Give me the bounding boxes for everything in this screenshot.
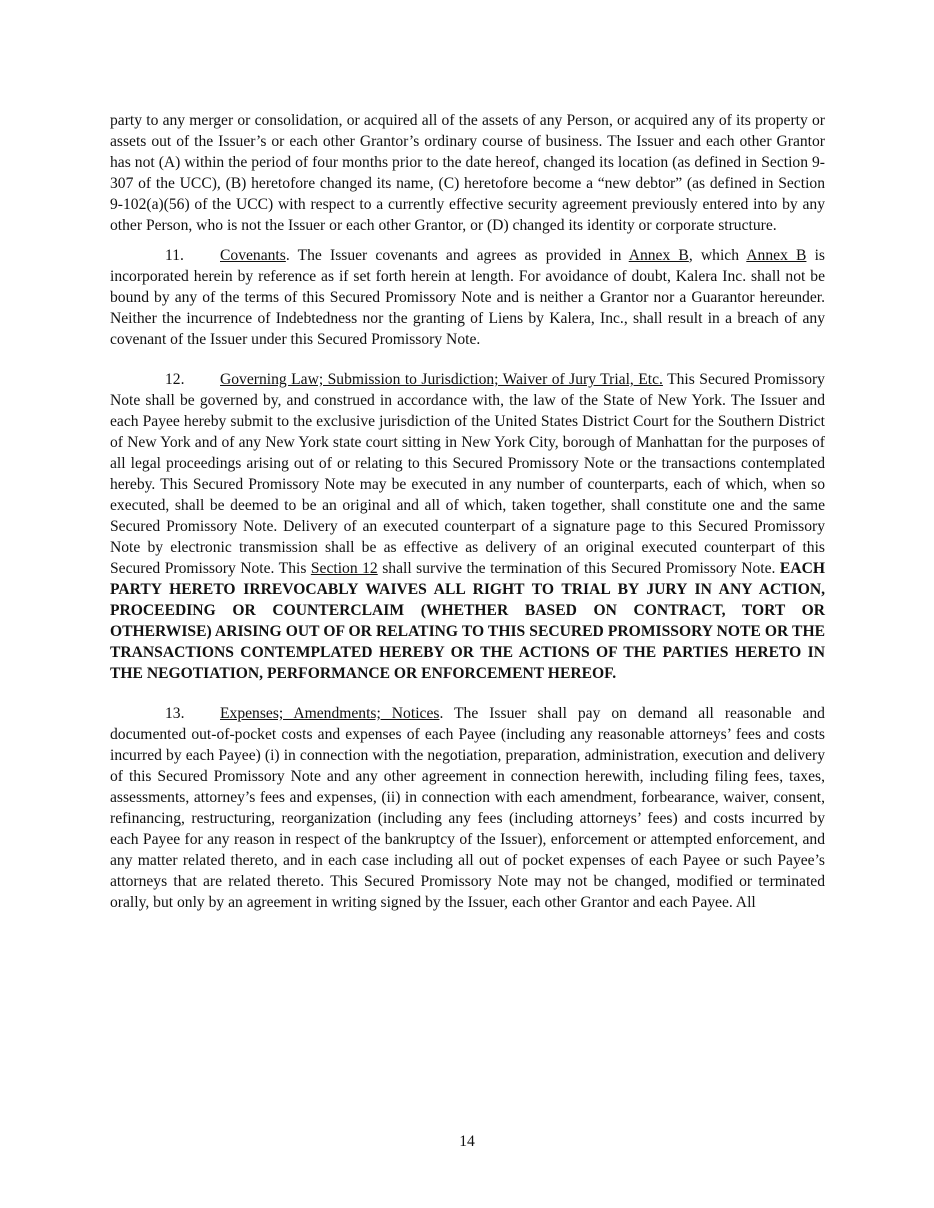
- section-12-number: 12.: [165, 371, 185, 388]
- section-11-text-c: is incorporated herein by reference as if set forth herein at length. For avoidance of doubt, Kalera Inc. shall not be bound by any of the terms of this Secured Promissory Note and is neither a Grantor nor a Guarantor hereunder. Neither the incurrence of Indebtedness nor the granting of Liens by Kalera, Inc., shall result in a breach of any covenant of the Issuer under this Secured Promissory Note.: [110, 247, 825, 348]
- section-13-number: 13.: [165, 705, 185, 722]
- section-11-number: 11.: [165, 247, 184, 264]
- page-number: 14: [459, 1133, 475, 1150]
- annex-b-reference-1: Annex B: [628, 247, 689, 264]
- jury-waiver-bold: EACH PARTY HERETO IRREVOCABLY WAIVES ALL RIGHT TO TRIAL BY JURY IN ANY ACTION, PROCEEDING OR COUNTERCLAIM (WHETHER BASED ON CONTRACT, TORT OR OTHERWISE) ARISING OUT OF OR RELATING TO THIS SECURED PROMISSORY NOTE OR THE TRANSACTIONS CONTEMPLATED HEREBY OR THE ACTIONS OF THE PARTIES HERETO IN THE NEGOTIATION, PERFORMANCE OR ENFORCEMENT HEREOF.: [110, 560, 825, 682]
- document-body: [110, 110, 825, 913]
- section-12: [110, 369, 825, 684]
- section-13-text-a: . The Issuer shall pay on demand all reasonable and documented out-of-pocket costs and expenses of each Payee (including any reasonable attorneys’ fees and costs incurred by each Payee) (i) in connection with the negotiation, preparation, administration, execution and delivery of this Secured Promissory Note and any other agreement in connection herewith, including filing fees, taxes, assessments, attorney’s fees and expenses, (ii) in connection with each amendment, forbearance, waiver, consent, refinancing, restructuring, reorganization (including any fees (including attorneys’ fees) and costs incurred by each Payee for any reason in respect of the bankruptcy of the Issuer), enforcement or attempted enforcement, and any matter related thereto, and in each case including all out of pocket expenses of each Payee or such Payee’s attorneys that are related thereto. This Secured Promissory Note may not be changed, modified or terminated orally, but only by an agreement in writing signed by the Issuer, each other Grantor and each Payee. All: [110, 705, 825, 911]
- section-11-heading: Covenants: [220, 247, 286, 264]
- paragraph-intro: party to any merger or consolidation, or acquired all of the assets of any Person, or acquired any of its property or assets out of the Issuer’s or each other Grantor’s ordinary course of business. The Issuer and each other Grantor has not (A) within the period of four months prior to the date hereof, changed its location (as defined in Section 9-307 of the UCC), (B) heretofore changed its name, (C) heretofore become a “new debtor” (as defined in Section 9-102(a)(56) of the UCC) with respect to a currently effective security agreement previously entered into by any other Person, who is not the Issuer or each other Grantor, or (D) changed its identity or corporate structure.: [110, 112, 825, 234]
- section-12-heading: Governing Law; Submission to Jurisdiction; Waiver of Jury Trial, Etc.: [220, 371, 663, 388]
- section-13: [110, 703, 825, 913]
- annex-b-reference-2: Annex B: [746, 247, 807, 264]
- section-11-text-a: . The Issuer covenants and agrees as provided in: [285, 247, 629, 264]
- section-11: [110, 245, 825, 350]
- section-12-reference: Section 12: [310, 560, 378, 577]
- section-12-text-b: shall survive the termination of this Secured Promissory Note.: [377, 560, 780, 577]
- section-12-text-a: This Secured Promissory Note shall be governed by, and construed in accordance with, the law of the State of New York. The Issuer and each Payee hereby submit to the exclusive jurisdiction of the United States District Court for the Southern District of New York and of any New York state court sitting in New York City, borough of Manhattan for the purposes of all legal proceedings arising out of or relating to this Secured Promissory Note or the transactions contemplated hereby. This Secured Promissory Note may be executed in any number of counterparts, each of which, when so executed, shall be deemed to be an original and all of which, taken together, shall constitute one and the same Secured Promissory Note. Delivery of an executed counterpart of a signature page to this Secured Promissory Note by electronic transmission shall be as effective as delivery of an original executed counterpart of this Secured Promissory Note. This: [110, 371, 825, 577]
- section-11-text-b: , which: [688, 247, 747, 264]
- section-13-heading: Expenses; Amendments; Notices: [220, 705, 440, 722]
